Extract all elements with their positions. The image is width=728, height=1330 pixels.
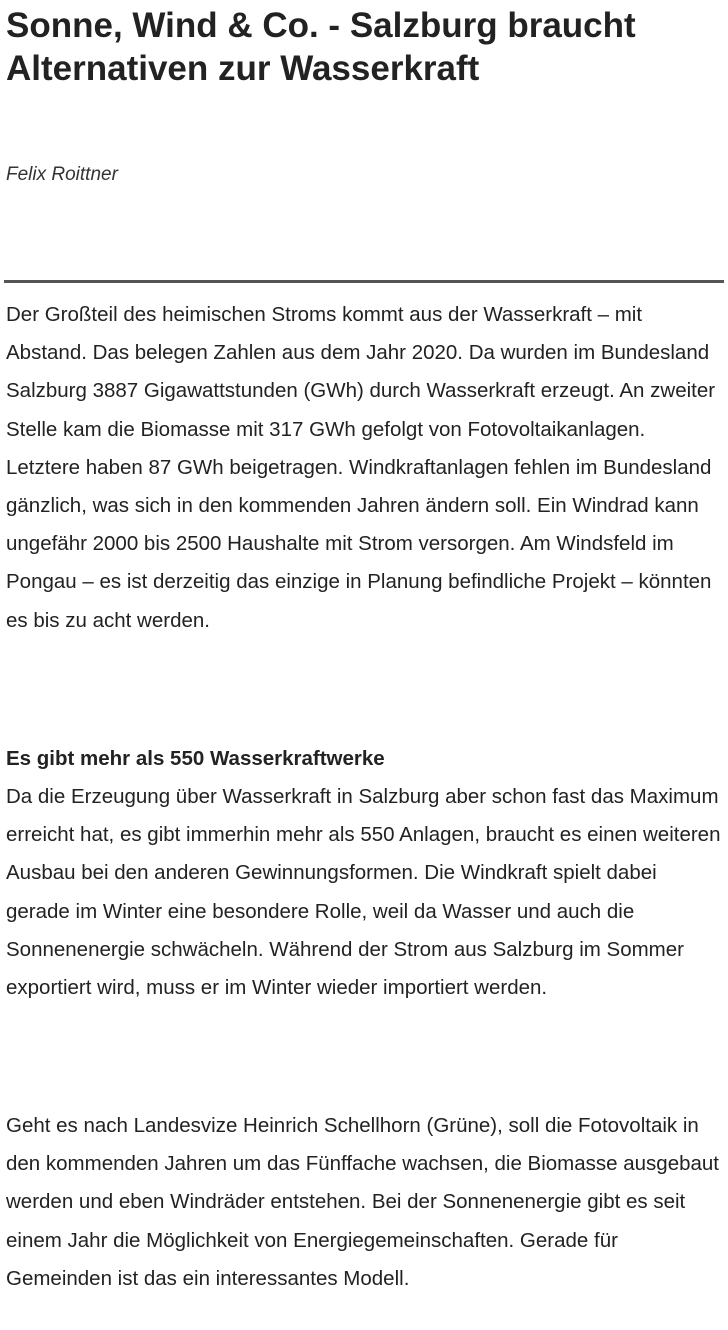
article-paragraph-2: Da die Erzeugung über Wasserkraft in Salzburg aber schon fast das Maximum erreicht hat, es gibt immerhin mehr als 550 Anlagen, braucht es einen weiteren Ausbau bei den anderen Gewinnungsformen. Die Windkraft spielt dabei gerade im Winter eine besondere Rolle, weil da Wasser und auch die Sonnenenergie schwächeln. Während der Strom aus Salzburg im Sommer exportiert wird, muss er im Winter wieder importiert werden. <box>6 785 721 1000</box>
article-author: Felix Roittner <box>6 164 118 185</box>
divider <box>4 280 724 283</box>
article-paragraph-1: Der Großteil des heimischen Stroms kommt aus der Wasserkraft – mit Abstand. Das belegen Zahlen aus dem Jahr 2020. Da wurden im Bundesland Salzburg 3887 Gigawattstunden (GWh) durch Wasserkraft erzeugt. An zweiter Stelle kam die Biomasse mit 317 GWh gefolgt von Fotovoltaikanlagen. Letztere haben 87 GWh beigetragen. Windkraftanlagen fehlen im Bundesland gänzlich, was sich in den kommenden Jahren ändern soll. Ein Windrad kann ungefähr 2000 bis 2500 Haushalte mit Strom versorgen. Am Windsfeld im Pongau – es ist derzeitig das einzige in Planung befindliche Projekt – könnten es bis zu acht werden. <box>6 303 716 632</box>
article-paragraph-3: Geht es nach Landesvize Heinrich Schellhorn (Grüne), soll die Fotovoltaik in den kommenden Jahren um das Fünffache wachsen, die Biomasse ausgebaut werden und eben Windräder entstehen. Bei der Sonnenenergie gibt es seit einem Jahr die Möglichkeit von Energiegemeinschaften. Gerade für Gemeinden ist das ein interessantes Modell. <box>6 1114 720 1290</box>
article-headline: Sonne, Wind & Co. - Salzburg braucht Alternativen zur Wasserkraft <box>6 6 636 88</box>
article-subheading: Es gibt mehr als 550 Wasserkraftwerke <box>6 747 385 770</box>
